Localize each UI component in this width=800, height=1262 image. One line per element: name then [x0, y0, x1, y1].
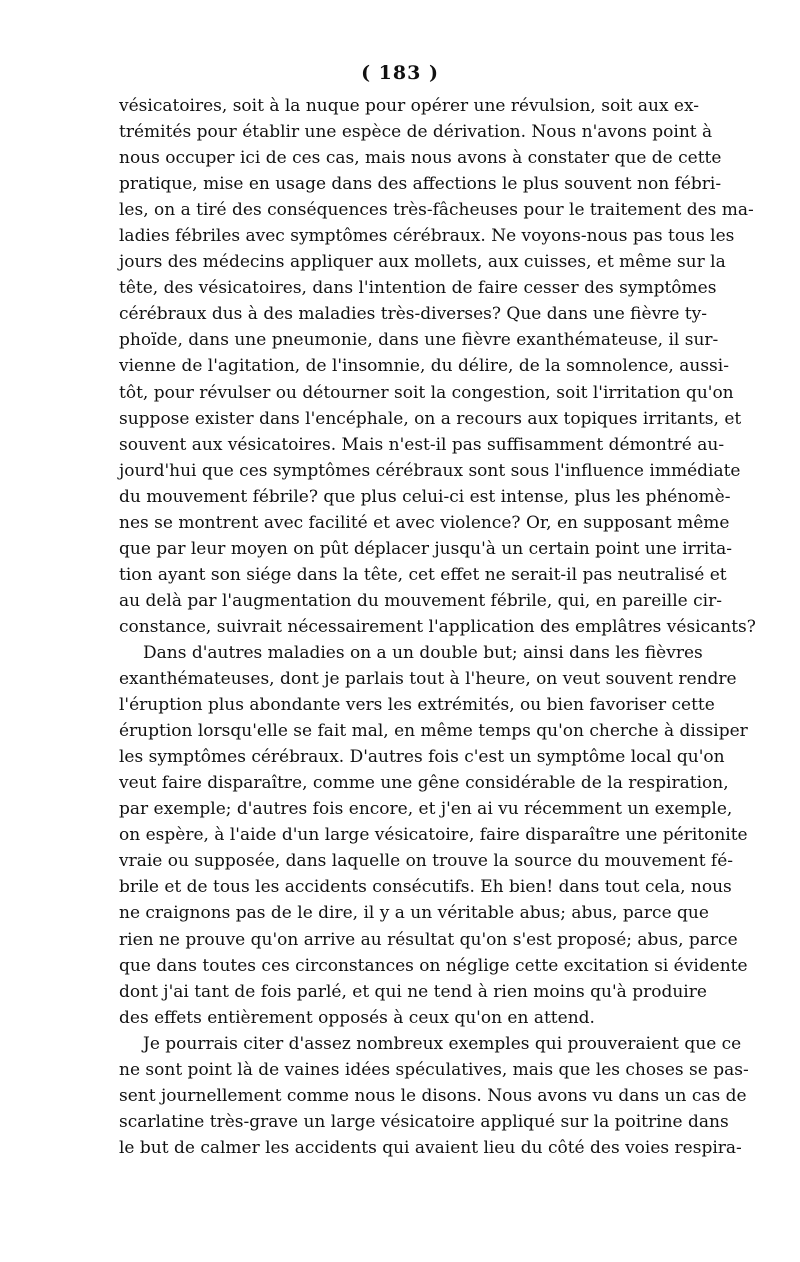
- text-line: jourd'hui que ces symptômes cérébraux sont sous l'influence immédiate: [119, 460, 741, 481]
- text-line: que par leur moyen on pût déplacer jusqu'à un certain point une irrita-: [119, 538, 733, 559]
- text-line: constance, suivrait nécessairement l'application des emplâtres vésicants?: [119, 616, 756, 637]
- text-line: l'éruption plus abondante vers les extrémités, ou bien favoriser cette: [119, 695, 715, 716]
- text-line: on espère, à l'aide d'un large vésicatoire, faire disparaître une péritonite: [119, 825, 748, 846]
- text-line: vésicatoires, soit à la nuque pour opérer une révulsion, soit aux ex-: [119, 96, 700, 116]
- text-line: des effets entièrement opposés à ceux qu'on en attend.: [119, 1007, 595, 1028]
- paragraph: [119, 93, 756, 640]
- text-line: cérébraux dus à des maladies très-diverses? Que dans une fièvre ty-: [119, 304, 707, 325]
- text-line: ladies fébriles avec symptômes cérébraux. Ne voyons-nous pas tous les: [119, 226, 735, 247]
- body-text: [119, 93, 756, 1161]
- text-line: scarlatine très-grave un large vésicatoire appliqué sur la poitrine dans: [119, 1111, 729, 1132]
- text-line: pratique, mise en usage dans des affections le plus souvent non fébri-: [119, 174, 722, 195]
- text-line: Je pourrais citer d'assez nombreux exemples qui prouveraient que ce: [143, 1033, 742, 1054]
- text-line: tôt, pour révulser ou détourner soit la congestion, soit l'irritation qu'on: [119, 382, 734, 403]
- text-line: les, on a tiré des conséquences très-fâcheuses pour le traitement des ma-: [119, 200, 754, 221]
- text-line: sent journellement comme nous le disons. Nous avons vu dans un cas de: [119, 1085, 747, 1106]
- text-line: le but de calmer les accidents qui avaient lieu du côté des voies respira-: [119, 1137, 742, 1158]
- text-line: par exemple; d'autres fois encore, et j'en ai vu récemment un exemple,: [119, 799, 733, 820]
- text-line: Dans d'autres maladies on a un double but; ainsi dans les fièvres: [143, 642, 703, 663]
- text-line: ne sont point là de vaines idées spéculatives, mais que les choses se pas-: [119, 1059, 749, 1080]
- text-line: tête, des vésicatoires, dans l'intention de faire cesser des symptômes: [119, 278, 717, 299]
- text-line: rien ne prouve qu'on arrive au résultat qu'on s'est proposé; abus, parce: [119, 929, 738, 950]
- text-line: vienne de l'agitation, de l'insomnie, du délire, de la somnolence, aussi-: [119, 356, 729, 377]
- text-line: tion ayant son siége dans la tête, cet effet ne serait-il pas neutralisé et: [119, 564, 727, 585]
- text-line: souvent aux vésicatoires. Mais n'est-il pas suffisamment démontré au-: [119, 434, 725, 455]
- text-line: au delà par l'augmentation du mouvement fébrile, qui, en pareille cir-: [119, 590, 722, 611]
- text-line: jours des médecins appliquer aux mollets, aux cuisses, et même sur la: [119, 252, 726, 273]
- text-line: exanthémateuses, dont je parlais tout à l'heure, on veut souvent rendre: [119, 669, 737, 690]
- paragraph: [119, 1031, 749, 1161]
- text-line: veut faire disparaître, comme une gêne considérable de la respiration,: [119, 773, 729, 794]
- text-line: dont j'ai tant de fois parlé, et qui ne tend à rien moins qu'à produire: [119, 981, 707, 1002]
- text-line: nes se montrent avec facilité et avec violence? Or, en supposant même: [119, 512, 730, 533]
- text-line: vraie ou supposée, dans laquelle on trouve la source du mouvement fé-: [119, 851, 734, 872]
- text-line: phoïde, dans une pneumonie, dans une fièvre exanthémateuse, il sur-: [119, 330, 719, 351]
- paragraph: [119, 640, 748, 1031]
- text-line: les symptômes cérébraux. D'autres fois c'est un symptôme local qu'on: [119, 747, 725, 768]
- text-line: du mouvement fébrile? que plus celui-ci est intense, plus les phénomè-: [119, 486, 731, 507]
- text-line: que dans toutes ces circonstances on néglige cette excitation si évidente: [119, 955, 748, 976]
- text-line: brile et de tous les accidents consécutifs. Eh bien! dans tout cela, nous: [119, 877, 732, 898]
- text-line: ne craignons pas de le dire, il y a un véritable abus; abus, parce que: [119, 903, 709, 924]
- text-line: éruption lorsqu'elle se fait mal, en même temps qu'on cherche à dissiper: [119, 721, 748, 742]
- text-line: suppose exister dans l'encéphale, on a recours aux topiques irritants, et: [119, 408, 742, 429]
- text-line: nous occuper ici de ces cas, mais nous avons à constater que de cette: [119, 148, 722, 169]
- page-number: ( 183 ): [361, 62, 439, 84]
- text-line: trémités pour établir une espèce de dérivation. Nous n'avons point à: [119, 122, 713, 143]
